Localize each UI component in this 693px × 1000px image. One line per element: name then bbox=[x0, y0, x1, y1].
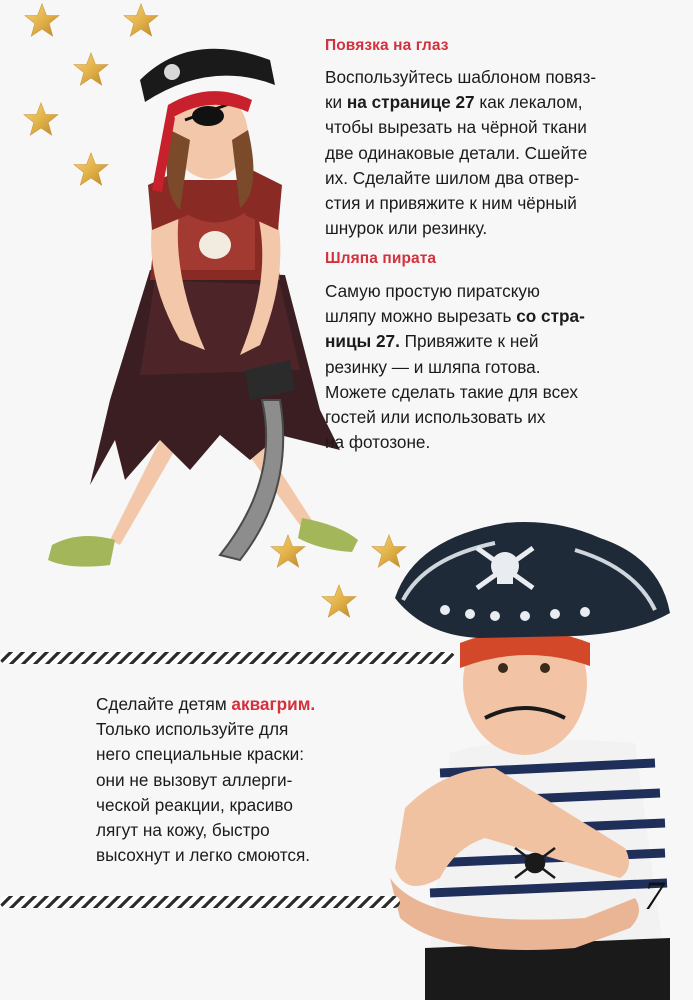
text-line: они не вызовут аллерги- bbox=[96, 769, 293, 790]
page-number: 7 bbox=[644, 873, 664, 918]
gold-star-icon bbox=[321, 583, 357, 619]
text-line: Только используйте для bbox=[96, 719, 289, 740]
boy-pirate-costume-photo bbox=[385, 518, 685, 1000]
text-line: ки на странице 27 как лекалом, bbox=[325, 92, 583, 113]
text-line: две одинаковые детали. Сшейте bbox=[325, 142, 588, 163]
text-line: их. Сделайте шилом два отвер- bbox=[325, 167, 580, 188]
pirate-hat-heading: Шляпа пирата bbox=[325, 250, 437, 267]
text-line: высохнут и легко смоются. bbox=[96, 845, 311, 866]
text-line: ницы 27. Привяжите к ней bbox=[325, 331, 539, 352]
text-line: Можете сделать такие для всех bbox=[325, 381, 578, 402]
girl-pirate-costume-photo bbox=[40, 40, 370, 580]
text-line: лягут на кожу, быстро bbox=[96, 820, 270, 841]
pirate-hat-text bbox=[325, 279, 585, 455]
page-reference: ницы 27. bbox=[325, 331, 400, 352]
eyepatch-text bbox=[325, 65, 596, 241]
text-line: ческой реакции, красиво bbox=[96, 794, 293, 815]
eyepatch-heading: Повязка на глаз bbox=[325, 37, 449, 54]
highlighted-term: аквагрим. bbox=[231, 694, 316, 714]
facepaint-text bbox=[96, 692, 315, 868]
text-line: чтобы вырезать на чёрной ткани bbox=[325, 117, 587, 138]
text-line: на фотозоне. bbox=[325, 432, 431, 453]
rope-divider bbox=[0, 895, 400, 909]
text-line: него специальные краски: bbox=[96, 744, 305, 765]
gold-star-icon bbox=[123, 2, 159, 38]
text-line: шляпу можно вырезать со стра- bbox=[325, 306, 585, 327]
text-line: Сделайте детям аквагрим. bbox=[96, 694, 316, 714]
text-line: гостей или использовать их bbox=[325, 407, 546, 428]
page-reference: на странице 27 bbox=[346, 92, 475, 113]
text-line: шнурок или резинку. bbox=[325, 218, 488, 239]
text-line: резинку — и шляпа готова. bbox=[325, 356, 541, 377]
gold-star-icon bbox=[24, 2, 60, 38]
text-line: Самую простую пиратскую bbox=[325, 281, 540, 301]
text-line: Воспользуйтесь шаблоном повяз- bbox=[325, 67, 597, 87]
page-reference: со стра- bbox=[516, 306, 585, 327]
text-line: стия и привяжите к ним чёрный bbox=[325, 193, 577, 214]
